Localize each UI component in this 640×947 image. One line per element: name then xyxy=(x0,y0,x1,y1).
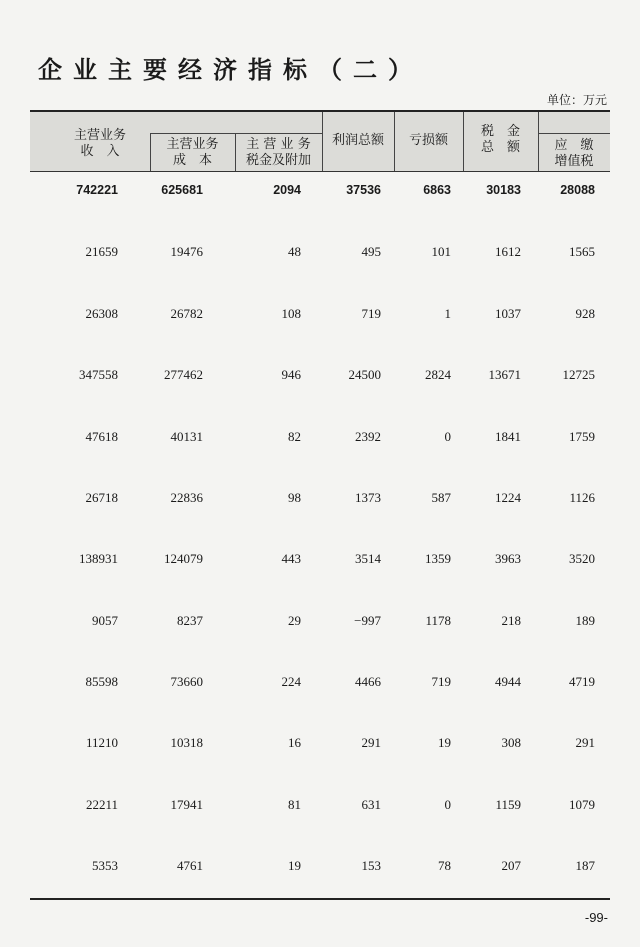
table-cell: 1159 xyxy=(495,797,521,812)
table-cell: 124079 xyxy=(164,551,203,566)
table-row xyxy=(0,490,640,510)
table-cell: 187 xyxy=(575,858,595,873)
table-cell: 207 xyxy=(501,858,521,873)
table-row xyxy=(0,244,640,264)
table-cell: 19 xyxy=(288,858,301,873)
table-cell: 0 xyxy=(444,429,451,444)
table-row xyxy=(0,306,640,326)
table-cell: 19 xyxy=(438,735,451,750)
table-cell: 4944 xyxy=(495,674,521,689)
table-cell: 153 xyxy=(361,858,381,873)
table-cell: 1612 xyxy=(495,244,521,259)
table-cell: 85598 xyxy=(85,674,118,689)
header-total-profit: 利润总额 xyxy=(331,133,384,148)
table-cell: 2392 xyxy=(355,429,381,444)
table-cell: 37536 xyxy=(346,183,381,197)
unit-label: 单位：万元 xyxy=(546,93,607,107)
table-cell: 47618 xyxy=(85,429,118,444)
table-cell: 24500 xyxy=(348,367,381,382)
table-cell: 218 xyxy=(501,613,521,628)
table-cell: 19476 xyxy=(170,244,203,259)
table-cell: 98 xyxy=(288,490,301,505)
table-cell: 28088 xyxy=(560,183,595,197)
table-cell: 291 xyxy=(361,735,381,750)
table-cell: 224 xyxy=(281,674,301,689)
table-cell: 108 xyxy=(281,306,301,321)
table-cell: 1359 xyxy=(425,551,451,566)
table-cell: 26718 xyxy=(85,490,118,505)
table-cell: 1126 xyxy=(569,490,595,505)
table-cell: 9057 xyxy=(92,613,118,628)
table-cell: 22211 xyxy=(85,797,118,812)
table-row xyxy=(0,429,640,449)
table-cell: 22836 xyxy=(170,490,203,505)
table-cell: 78 xyxy=(438,858,451,873)
header-total-tax: 税 金 总 额 xyxy=(480,124,520,155)
header-vat: 应 缴 增值税 xyxy=(554,138,594,169)
table-cell: 3520 xyxy=(569,551,595,566)
table-cell: 1759 xyxy=(569,429,595,444)
header-loss: 亏损额 xyxy=(408,133,448,148)
table-cell: 625681 xyxy=(161,183,203,197)
table-cell: 946 xyxy=(281,367,301,382)
table-cell: −997 xyxy=(354,613,381,628)
table-cell: 138931 xyxy=(79,551,118,566)
header-sub-rule xyxy=(150,133,322,134)
table-row xyxy=(0,551,640,571)
table-cell: 30183 xyxy=(486,183,521,197)
header-cost: 主营业务 成 本 xyxy=(166,137,219,168)
table-cell: 3514 xyxy=(355,551,381,566)
table-cell: 12725 xyxy=(562,367,595,382)
table-cell: 719 xyxy=(361,306,381,321)
table-cell: 347558 xyxy=(79,367,118,382)
table-cell: 1 xyxy=(444,306,451,321)
table-cell: 17941 xyxy=(170,797,203,812)
header-sub-rule-vat xyxy=(538,133,610,134)
bottom-rule xyxy=(30,898,610,900)
table-row-total xyxy=(0,183,640,203)
table-cell: 277462 xyxy=(164,367,203,382)
table-cell: 26308 xyxy=(85,306,118,321)
table-cell: 6863 xyxy=(423,183,451,197)
table-cell: 1565 xyxy=(569,244,595,259)
table-cell: 2824 xyxy=(425,367,451,382)
table-cell: 10318 xyxy=(170,735,203,750)
table-cell: 5353 xyxy=(92,858,118,873)
table-cell: 1178 xyxy=(425,613,451,628)
table-row xyxy=(0,797,640,817)
table-cell: 291 xyxy=(575,735,595,750)
table-cell: 11210 xyxy=(85,735,118,750)
table-cell: 8237 xyxy=(177,613,203,628)
table-row xyxy=(0,674,640,694)
page-title: 企业主要经济指标（二） xyxy=(38,55,423,84)
table-cell: 73660 xyxy=(170,674,203,689)
table-cell: 29 xyxy=(288,613,301,628)
table-cell: 0 xyxy=(444,797,451,812)
table-cell: 1037 xyxy=(495,306,521,321)
table-cell: 4466 xyxy=(355,674,381,689)
table-cell: 81 xyxy=(288,797,301,812)
table-cell: 928 xyxy=(575,306,595,321)
table-cell: 82 xyxy=(288,429,301,444)
header-rule xyxy=(30,171,610,172)
table-cell: 40131 xyxy=(170,429,203,444)
table-row xyxy=(0,735,640,755)
table-cell: 21659 xyxy=(85,244,118,259)
table-cell: 189 xyxy=(575,613,595,628)
table-cell: 1373 xyxy=(355,490,381,505)
table-cell: 4761 xyxy=(177,858,203,873)
table-cell: 2094 xyxy=(273,183,301,197)
table-row xyxy=(0,613,640,633)
table-cell: 631 xyxy=(361,797,381,812)
table-cell: 719 xyxy=(431,674,451,689)
header-business-tax: 主 营 业 务 税金及附加 xyxy=(245,137,311,168)
table-cell: 101 xyxy=(431,244,451,259)
table-cell: 587 xyxy=(431,490,451,505)
table-cell: 308 xyxy=(501,735,521,750)
top-rule xyxy=(30,110,610,112)
table-row xyxy=(0,367,640,387)
table-cell: 495 xyxy=(361,244,381,259)
table-cell: 1224 xyxy=(495,490,521,505)
table-cell: 443 xyxy=(281,551,301,566)
table-cell: 3963 xyxy=(495,551,521,566)
table-cell: 48 xyxy=(288,244,301,259)
table-cell: 742221 xyxy=(76,183,118,197)
page-number: -99- xyxy=(584,910,608,925)
table-cell: 13671 xyxy=(488,367,521,382)
table-row xyxy=(0,858,640,878)
header-revenue: 主营业务 收 入 xyxy=(73,128,126,159)
table-cell: 16 xyxy=(288,735,301,750)
table-cell: 26782 xyxy=(170,306,203,321)
table-cell: 1079 xyxy=(569,797,595,812)
table-cell: 1841 xyxy=(495,429,521,444)
table-cell: 4719 xyxy=(569,674,595,689)
